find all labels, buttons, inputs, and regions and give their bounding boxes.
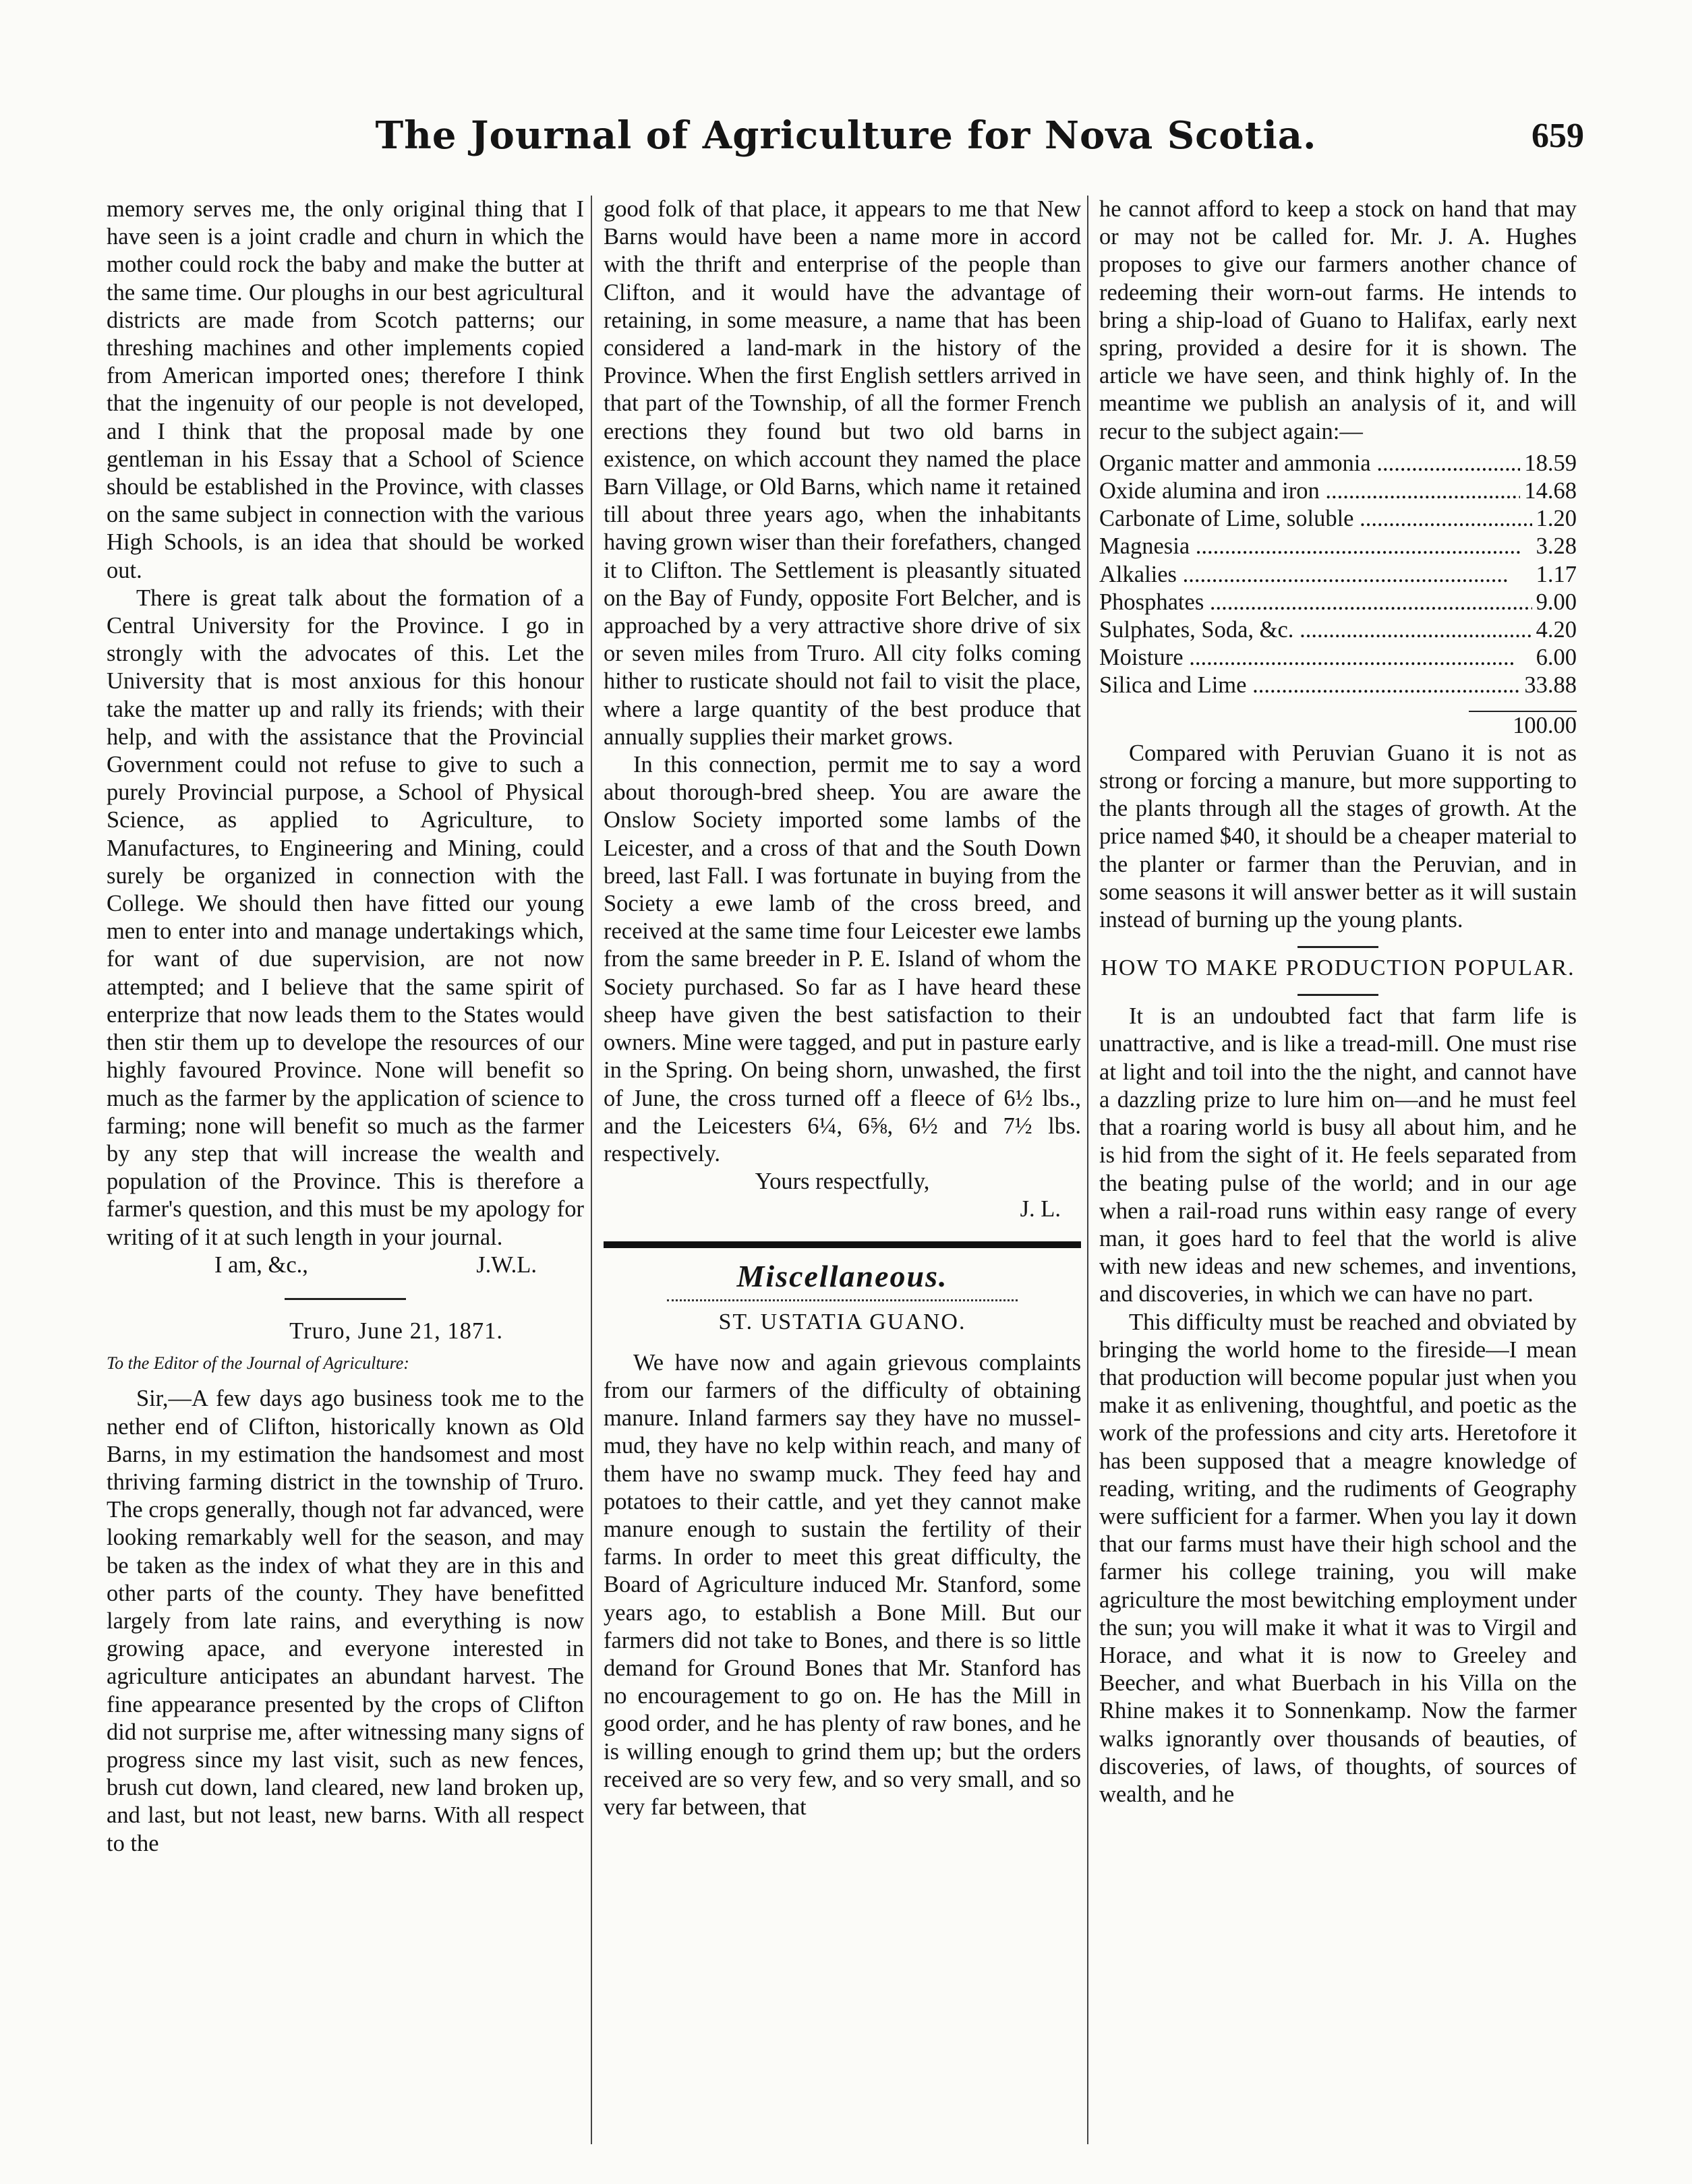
- analysis-label: Sulphates, Soda, &c. .....: [1099, 616, 1532, 644]
- analysis-value: 1.17: [1536, 561, 1577, 587]
- analysis-row: [1099, 561, 1577, 589]
- letter-signoff: [107, 1251, 584, 1279]
- dateline: Truro, June 21, 1871.: [289, 1318, 503, 1344]
- column-divider: [591, 196, 592, 2144]
- article-body: We have now and again grievous complaints from our farmers of the difficulty of obtaining manure. Inland farmers say they have no mussel-mud, they have no kelp within reach, and many of them have no swamp muck. They feed hay and potatoes to their cattle, and yet they cannot make manure enough to sustain the fertility of their farms. In order to meet this great difficulty, the Board of Agriculture induced Mr. Stanford, some years ago, to establish a Bone Mill. But our farmers did not take to Bones, and there is so little demand for Ground Bones that Mr. Stanford has no encouragement to go on. He has the Mill in good order, and he has plenty of raw bones, and he is willing enough to grind them up; but the orders received are so very few, and so very small, and so very far between, that: [604, 1349, 1081, 1820]
- paragraph: he cannot afford to keep a stock on hand that may or may not be called for. Mr. J. A. Hughes proposes to give our farmers another chance of redeeming their worn-out farms. He intends to bring a ship-load of Guano to Halifax, early next spring, provided a desire for it is shown. The article we have seen, and think highly of. In the meantime we publish an analysis of it, and will recur to the subject again:—: [1099, 196, 1577, 444]
- closing-text: Yours respectfully,: [755, 1169, 930, 1195]
- analysis-row: [1099, 533, 1577, 560]
- letter-body: Sir,—A few days ago business took me to the nether end of Clifton, historically known as Old Barns, in my estimation the handsomest and most thriving farming district in the township of Truro. The crops generally, though not far advanced, were looking remarkably well for the season, and may be taken as the index of what they are in this and other parts of the county. They have benefitted largely from late rains, and everything is now growing apace, and everyone interested in agriculture anticipates an abundant harvest. The fine appearance presented by the crops of Clifton did not surprise me, after witnessing many signs of progress since my last visit, such as new fences, brush cut down, land cleared, new land broken up, and last, but not least, new barns. With all respect to the: [107, 1386, 584, 1856]
- column-divider: [1087, 196, 1088, 2144]
- page-header: [108, 113, 1584, 174]
- closing-text: I am, &c.,: [214, 1251, 308, 1278]
- analysis-label: Silica and Lime .....: [1099, 672, 1520, 699]
- page-number: 659: [1531, 117, 1584, 155]
- analysis-row: [1099, 616, 1577, 644]
- analysis-value: 4.20: [1536, 617, 1577, 643]
- dotted-divider: [667, 1299, 1018, 1301]
- analysis-label: Moisture .....: [1099, 644, 1515, 672]
- analysis-value: 18.59: [1524, 450, 1577, 476]
- analysis-value: 9.00: [1536, 589, 1577, 615]
- article-title: HOW TO MAKE PRODUCTION POPULAR.: [1101, 955, 1575, 981]
- column-1: [107, 196, 584, 2151]
- analysis-label: Magnesia .....: [1099, 533, 1521, 560]
- paragraph: It is an undoubted fact that farm life is unattractive, and is like a tread-mill. One must rise at light and toil into the the night, and cannot have a dazzling prize to lure him on—and he must feel that a roaring world is busy all about him, and he is hid from the sight of it. He feels separated from the beating pulse of the world; and in our age when a rail-road runs within easy range of every man, it goes hard to feel that the world is alive with new ideas and new schemes, and inventions, and discoveries, in which we can have no part.: [1099, 1003, 1577, 1307]
- analysis-value: 3.28: [1536, 533, 1577, 560]
- analysis-label: Carbonate of Lime, soluble .....: [1099, 505, 1532, 533]
- analysis-value: 14.68: [1524, 478, 1577, 504]
- paragraph: There is great talk about the formation of a Central University for the Province. I go in strongly with the advocates of this. Let the University that is most anxious for this honour take the matter up and rally its friends; with their help, and with the assistance that the Provincial Government could not refuse to give to such a purely Provincial purpose, a School of Physical Science, as applied to Agriculture, to Manufactures, to Engineering and Mining, could surely be organized in connection with the College. We should then have fitted our young men to enter into and manage undertakings which, for want of due supervision, are not now attempted; and I believe that the same spirit of enterprize that now leads them to the States would then stir them up to develope the resources of our highly favoured Province. None will benefit so much as the farmer by the application of science to farming; none will benefit so much as the farmer by any step that will increase the wealth and population of the Province. This is therefore a farmer's question, and this must be my apology for writing of it at such length in your journal.: [107, 585, 584, 1250]
- column-2: [604, 196, 1081, 2151]
- paragraph: This difficulty must be reached and obviated by bringing the world home to the fireside—I mean that production will become popular just when you make it as enlivening, thoughtful, and poetic as the work of the professions and city arts. Heretofore it has been supposed that a meagre knowledge of reading, writing, and the rudiments of Geography were sufficient for a farmer. When you lay it down that our farms must have their high school and the farmer his college training, you will make agriculture the most bewitching employment under the sun; you will make it what it was to Virgil and Horace, and what it is now to Greeley and Beecher, and what Buerbach in his Villa on the Rhine makes it to Sonnenkamp. Now the farmer walks ignorantly over thousands of beauties, of discoveries, of laws, of thoughts, of sources of wealth, and he: [1099, 1309, 1577, 1807]
- section-rule: [604, 1241, 1081, 1248]
- signature: J.W.L.: [476, 1251, 537, 1278]
- analysis-label: Oxide alumina and iron .....: [1099, 477, 1520, 505]
- analysis-row: [1099, 672, 1577, 699]
- analysis-label: Organic matter and ammonia .....: [1099, 450, 1520, 477]
- editor-address: To the Editor of the Journal of Agriculture:: [107, 1353, 409, 1374]
- analysis-row: [1099, 450, 1577, 477]
- analysis-label: Phosphates .....: [1099, 589, 1532, 616]
- analysis-table: [1099, 450, 1577, 700]
- paragraph: Compared with Peruvian Guano it is not as strong or forcing a manure, but more supporting to the plants through all the stages of growth. At the price named $40, it should be a cheaper material to the planter or farmer than the Peruvian, and in some seasons it will answer better as it will sustain instead of burning up the young plants.: [1099, 740, 1577, 933]
- divider: [1297, 994, 1378, 996]
- journal-title: The Journal of Agriculture for Nova Scotia.: [375, 113, 1317, 158]
- analysis-row: [1099, 505, 1577, 533]
- divider: [1297, 946, 1378, 948]
- section-title: Miscellaneous.: [736, 1258, 948, 1293]
- divider: [285, 1298, 406, 1300]
- analysis-total: 100.00: [1469, 711, 1577, 740]
- article-title: ST. USTATIA GUANO.: [718, 1309, 966, 1334]
- analysis-label: Alkalies .....: [1099, 561, 1509, 589]
- analysis-value: 33.88: [1524, 672, 1577, 699]
- signature: J. L.: [1020, 1196, 1061, 1222]
- analysis-row: [1099, 477, 1577, 505]
- paragraph: In this connection, permit me to say a word about thorough-bred sheep. You are aware the Onslow Society imported some lambs of the Leicester, and a cross of that and the South Down breed, last Fall. I was fortunate in buying from the Society a ewe lamb of the cross breed, and received at the same time four Leicester ewe lambs from the same breeder in P. E. Island of whom the Society purchased. So far as I have heard these sheep have given the best satisfaction to their owners. Mine were tagged, and put in pasture early in the Spring. On being shorn, unwashed, the first of June, the cross turned off a fleece of 6½ lbs., and the Leicesters 6¼, 6⅝, 6½ and 7½ lbs. respectively.: [604, 752, 1081, 1167]
- analysis-value: 6.00: [1536, 645, 1577, 671]
- analysis-row: [1099, 589, 1577, 616]
- paragraph: memory serves me, the only original thing that I have seen is a joint cradle and churn in which the mother could rock the baby and make the butter at the same time. Our ploughs in our best agricultural districts are made from Scotch patterns; our threshing machines and other implements copied from American imported ones; therefore I think that the ingenuity of our people is not developed, and I think that the proposal made by one gentleman in his Essay that a School of Science should be established in the Province, with classes on the same subject in connection with the various High Schools, is an idea that should be worked out.: [107, 196, 584, 583]
- analysis-value: 1.20: [1536, 506, 1577, 532]
- analysis-row: [1099, 644, 1577, 672]
- column-3: [1099, 196, 1577, 2151]
- paragraph: good folk of that place, it appears to me that New Barns would have been a name more in accord with the thrift and enterprise of the people than Clifton, and it would have the advantage of retaining, in some measure, a name that has been considered a land-mark in the history of the Province. When the first English settlers arrived in that part of the Township, of all the former French erections they found but two old barns in existence, on which account they named the place Barn Village, or Old Barns, which name it retained till about three years ago, when the inhabitants having grown wiser than their forefathers, changed it to Clifton. The Settlement is pleasantly situated on the Bay of Fundy, opposite Fort Belcher, and is approached by a very attractive shore drive of six or seven miles from Truro. All city folks coming hither to rusticate should not fail to visit the place, where a large quantity of the best produce that annually supplies their market grows.: [604, 196, 1081, 750]
